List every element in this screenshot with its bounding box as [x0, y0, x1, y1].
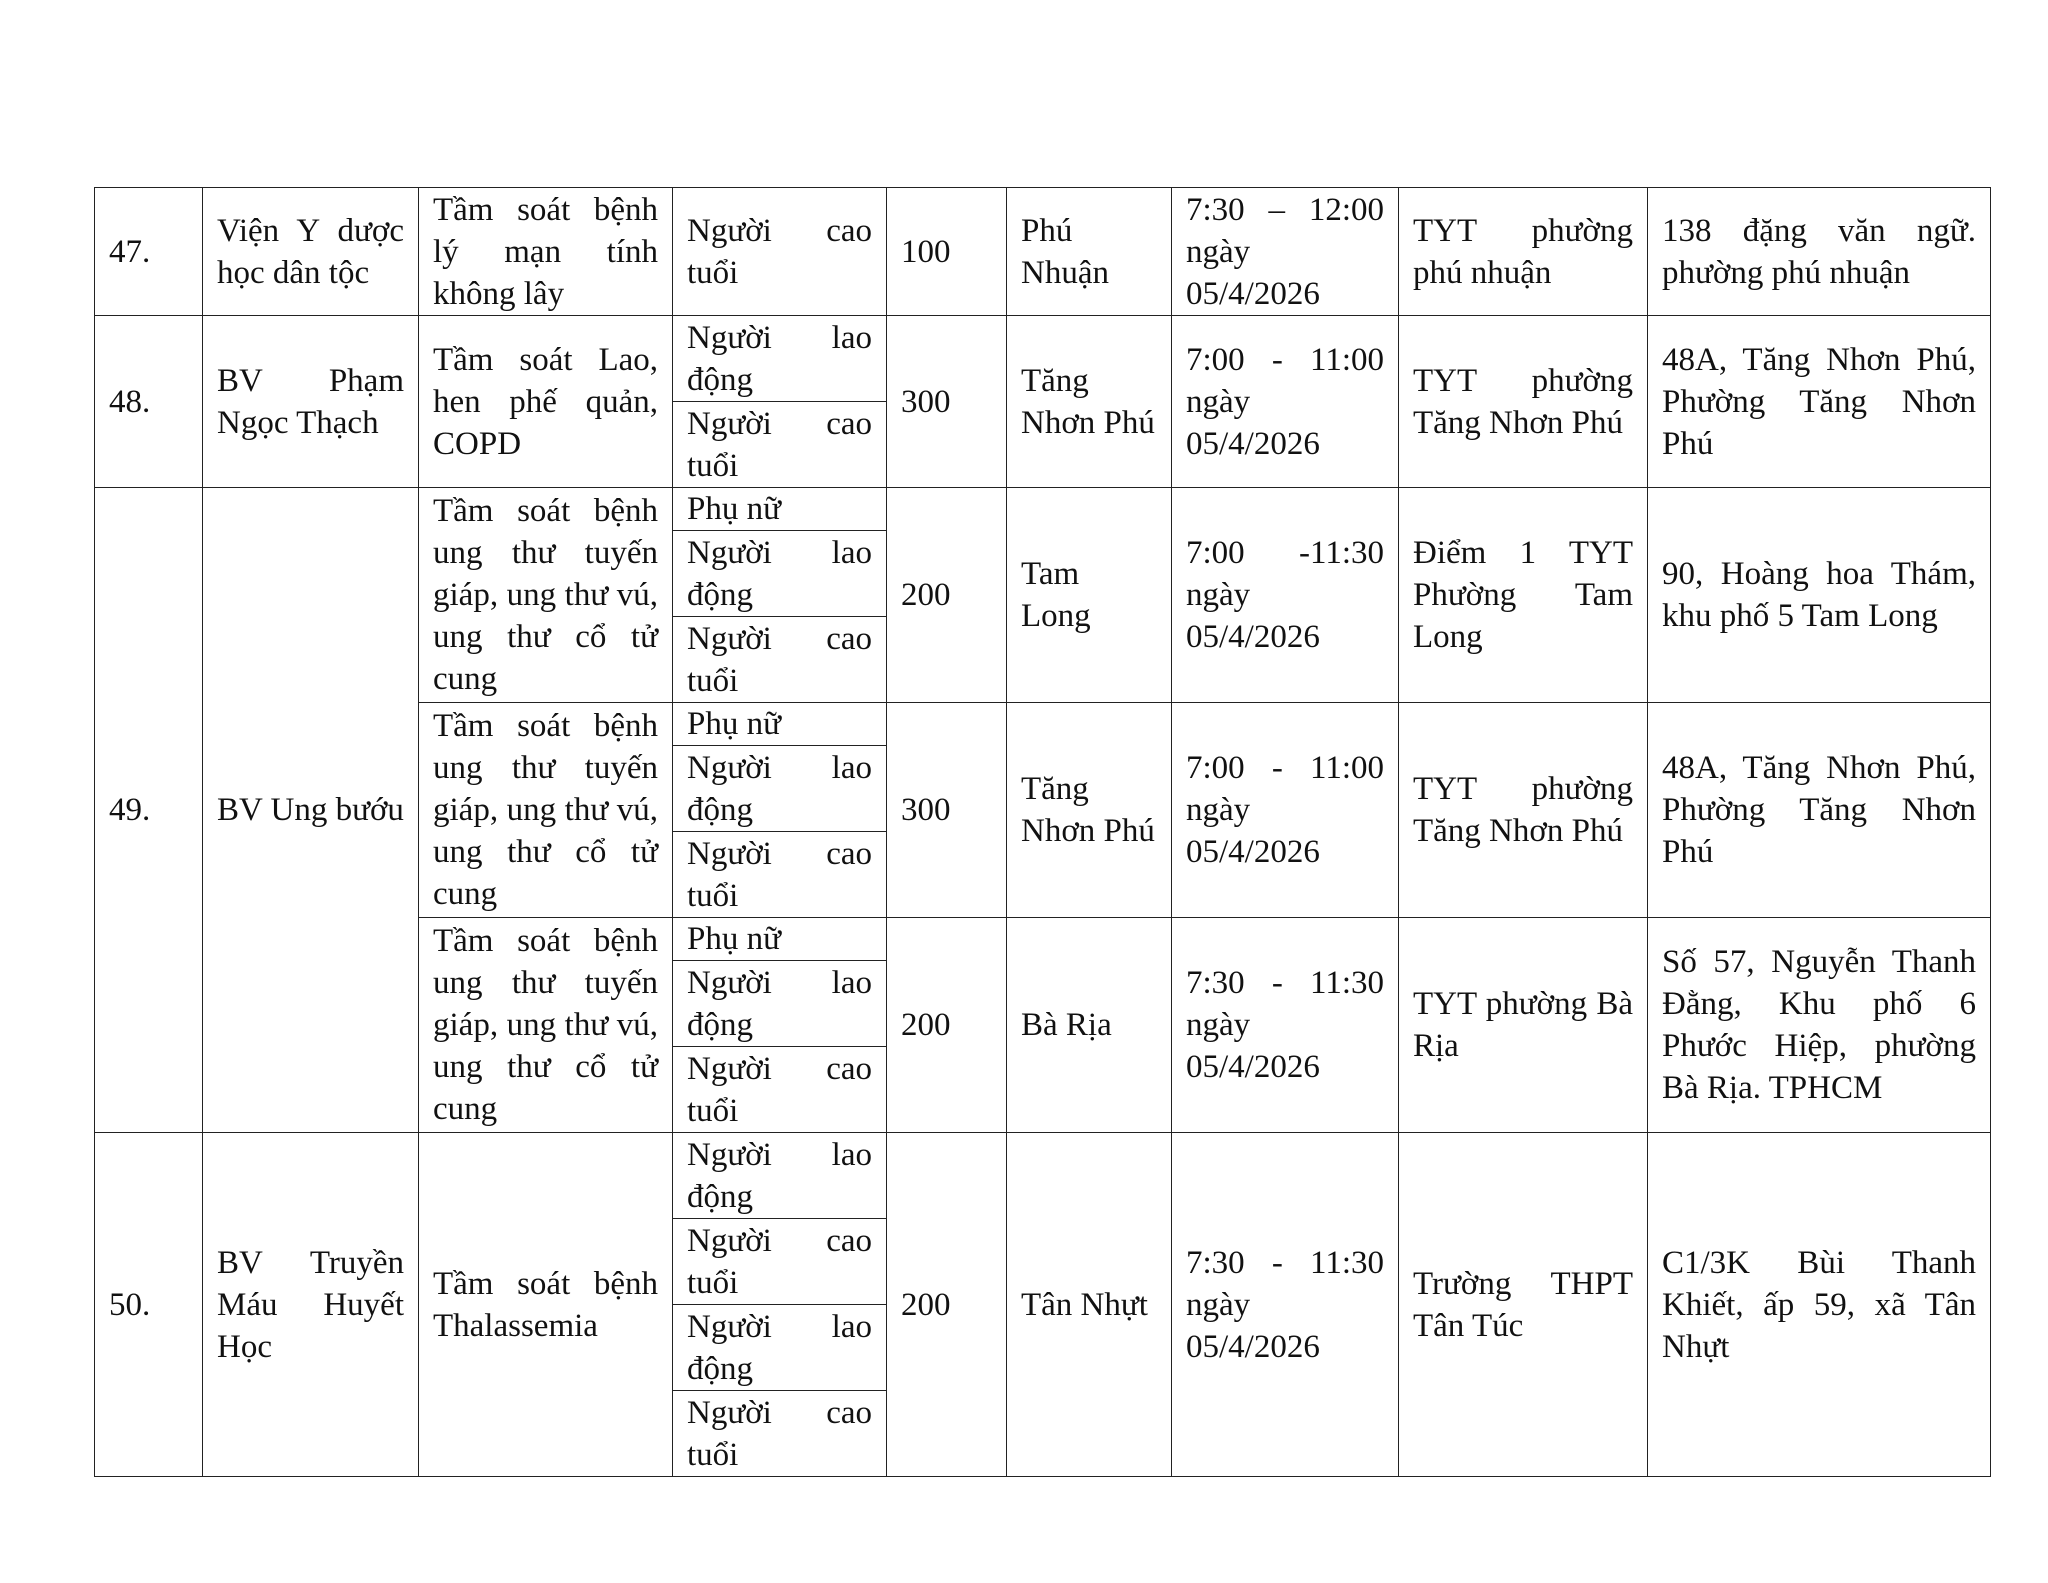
target-group: Người cao tuổi: [673, 402, 887, 488]
screening-content: Tầm soát bệnh ung thư tuyến giáp, ung thư vú, ung thư cổ tử cung: [419, 703, 673, 918]
venue-address: 48A, Tăng Nhơn Phú, Phường Tăng Nhơn Phú: [1648, 703, 1991, 918]
participant-count: 100: [887, 188, 1007, 316]
screening-content: Tầm soát Lao, hen phế quản, COPD: [419, 316, 673, 488]
row-number: 50.: [95, 1133, 203, 1477]
target-group: Người lao động: [673, 1133, 887, 1219]
row-number: 48.: [95, 316, 203, 488]
table-row: [95, 188, 1991, 316]
venue: TYT phường phú nhuận: [1399, 188, 1648, 316]
area-name: Tăng Nhơn Phú: [1007, 703, 1172, 918]
target-group: Phụ nữ: [673, 918, 887, 961]
row-number: 49.: [95, 488, 203, 1133]
screening-content: Tầm soát bệnh ung thư tuyến giáp, ung thư vú, ung thư cổ tử cung: [419, 488, 673, 703]
schedule-time: 7:30 - 11:30 ngày 05/4/2026: [1172, 918, 1399, 1133]
venue: Trường THPT Tân Túc: [1399, 1133, 1648, 1477]
venue-address: 138 đặng văn ngữ. phường phú nhuận: [1648, 188, 1991, 316]
target-group: Người lao động: [673, 746, 887, 832]
participant-count: 200: [887, 918, 1007, 1133]
target-group: Người cao tuổi: [673, 1219, 887, 1305]
participant-count: 300: [887, 703, 1007, 918]
venue-address: 48A, Tăng Nhơn Phú, Phường Tăng Nhơn Phú: [1648, 316, 1991, 488]
target-group: Người lao động: [673, 961, 887, 1047]
venue-address: Số 57, Nguyễn Thanh Đằng, Khu phố 6 Phước Hiệp, phường Bà Rịa. TPHCM: [1648, 918, 1991, 1133]
target-group: Phụ nữ: [673, 488, 887, 531]
document-page: [94, 187, 1991, 1477]
unit-name: BV Truyền Máu Huyết Học: [203, 1133, 419, 1477]
screening-schedule-table: [94, 187, 1991, 1477]
target-group: Người lao động: [673, 316, 887, 402]
venue: Điểm 1 TYT Phường Tam Long: [1399, 488, 1648, 703]
area-name: Tam Long: [1007, 488, 1172, 703]
area-name: Tân Nhựt: [1007, 1133, 1172, 1477]
screening-content: Tầm soát bệnh Thalassemia: [419, 1133, 673, 1477]
venue: TYT phường Tăng Nhơn Phú: [1399, 316, 1648, 488]
participant-count: 300: [887, 316, 1007, 488]
schedule-time: 7:00 - 11:00 ngày 05/4/2026: [1172, 316, 1399, 488]
target-group: Người cao tuổi: [673, 617, 887, 703]
unit-name: Viện Y dược học dân tộc: [203, 188, 419, 316]
target-group: Người cao tuổi: [673, 1047, 887, 1133]
schedule-time: 7:30 – 12:00 ngày 05/4/2026: [1172, 188, 1399, 316]
target-group: Người cao tuổi: [673, 832, 887, 918]
table-row: [95, 316, 1991, 402]
target-group: Người cao tuổi: [673, 1391, 887, 1477]
table-row: [95, 1133, 1991, 1219]
unit-name: BV Phạm Ngọc Thạch: [203, 316, 419, 488]
row-number: 47.: [95, 188, 203, 316]
participant-count: 200: [887, 488, 1007, 703]
screening-content: Tầm soát bệnh ung thư tuyến giáp, ung thư vú, ung thư cổ tử cung: [419, 918, 673, 1133]
area-name: Phú Nhuận: [1007, 188, 1172, 316]
area-name: Bà Rịa: [1007, 918, 1172, 1133]
schedule-time: 7:00 -11:30 ngày 05/4/2026: [1172, 488, 1399, 703]
table-row: [95, 488, 1991, 531]
target-group: Phụ nữ: [673, 703, 887, 746]
schedule-time: 7:30 - 11:30 ngày 05/4/2026: [1172, 1133, 1399, 1477]
venue: TYT phường Tăng Nhơn Phú: [1399, 703, 1648, 918]
venue-address: C1/3K Bùi Thanh Khiết, ấp 59, xã Tân Nhựt: [1648, 1133, 1991, 1477]
target-group: Người lao động: [673, 531, 887, 617]
target-group: Người lao động: [673, 1305, 887, 1391]
unit-name: BV Ung bướu: [203, 488, 419, 1133]
venue: TYT phường Bà Rịa: [1399, 918, 1648, 1133]
screening-content: Tầm soát bệnh lý mạn tính không lây: [419, 188, 673, 316]
venue-address: 90, Hoàng hoa Thám, khu phố 5 Tam Long: [1648, 488, 1991, 703]
participant-count: 200: [887, 1133, 1007, 1477]
schedule-time: 7:00 - 11:00 ngày 05/4/2026: [1172, 703, 1399, 918]
area-name: Tăng Nhơn Phú: [1007, 316, 1172, 488]
target-group: Người cao tuổi: [673, 188, 887, 316]
